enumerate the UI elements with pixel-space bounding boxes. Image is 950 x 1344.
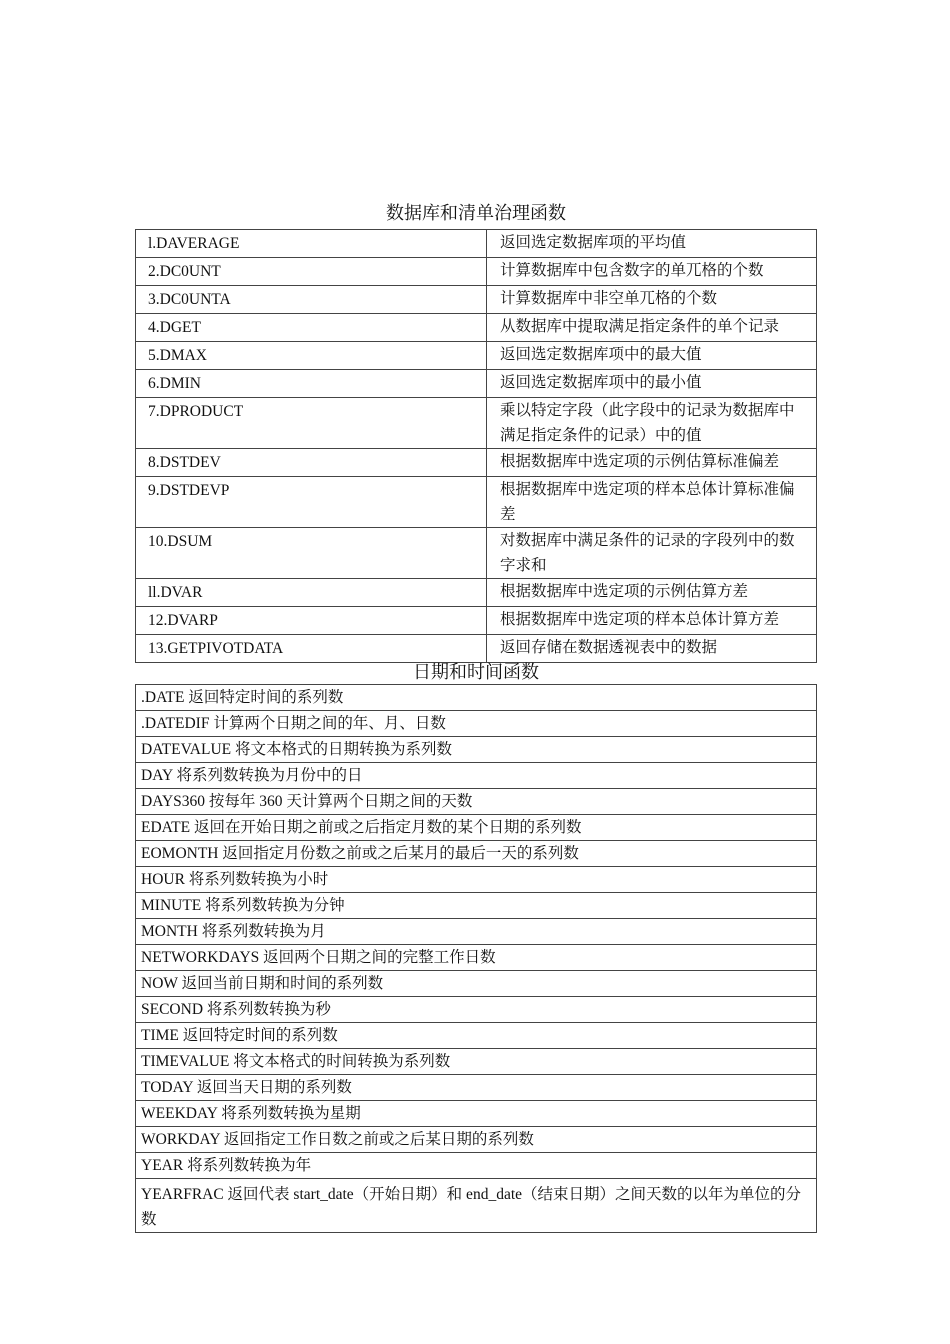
table-row	[136, 1127, 817, 1153]
function-entry: EDATE 返回在开始日期之前或之后指定月数的某个日期的系列数	[136, 815, 817, 841]
table-row	[136, 398, 817, 449]
function-entry: EOMONTH 返回指定月份数之前或之后某月的最后一天的系列数	[136, 841, 817, 867]
function-entry: DATEVALUE 将文本格式的日期转换为系列数	[136, 737, 817, 763]
function-description: 根据数据库中选定项的样本总体计算标准偏差	[487, 477, 817, 528]
function-entry: .DATE 返回特定时间的系列数	[136, 685, 817, 711]
table-row	[136, 737, 817, 763]
table-row	[136, 449, 817, 477]
table-row	[136, 258, 817, 286]
function-name: 7.DPRODUCT	[136, 398, 487, 449]
function-entry: .DATEDIF 计算两个日期之间的年、月、日数	[136, 711, 817, 737]
table-row	[136, 342, 817, 370]
table-row	[136, 841, 817, 867]
function-description: 返回选定数据库项中的最小值	[487, 370, 817, 398]
table-row	[136, 579, 817, 607]
function-name: 9.DSTDEVP	[136, 477, 487, 528]
table-row	[136, 919, 817, 945]
table-row	[136, 607, 817, 635]
table-row	[136, 1049, 817, 1075]
function-entry: YEAR 将系列数转换为年	[136, 1153, 817, 1179]
table-row	[136, 945, 817, 971]
function-name: 2.DC0UNT	[136, 258, 487, 286]
function-name: l.DAVERAGE	[136, 230, 487, 258]
table-row	[136, 370, 817, 398]
function-description: 从数据库中提取满足指定条件的单个记录	[487, 314, 817, 342]
function-name: 4.DGET	[136, 314, 487, 342]
table-row	[136, 1023, 817, 1049]
function-entry: DAY 将系列数转换为月份中的日	[136, 763, 817, 789]
function-entry: TIME 返回特定时间的系列数	[136, 1023, 817, 1049]
function-description: 返回选定数据库项的平均值	[487, 230, 817, 258]
function-name: 10.DSUM	[136, 528, 487, 579]
function-entry: MONTH 将系列数转换为月	[136, 919, 817, 945]
table-row	[136, 1153, 817, 1179]
function-description: 乘以特定字段（此字段中的记录为数据库中满足指定条件的记录）中的值	[487, 398, 817, 449]
function-name: 3.DC0UNTA	[136, 286, 487, 314]
function-entry: MINUTE 将系列数转换为分钟	[136, 893, 817, 919]
function-entry: SECOND 将系列数转换为秒	[136, 997, 817, 1023]
datetime-section-title: 日期和时间函数	[413, 662, 539, 682]
table-row	[136, 789, 817, 815]
table-row	[136, 1101, 817, 1127]
datetime-functions-table	[135, 684, 817, 1233]
table-row	[136, 997, 817, 1023]
table-row	[136, 1179, 817, 1233]
function-entry: TIMEVALUE 将文本格式的时间转换为系列数	[136, 1049, 817, 1075]
function-entry: TODAY 返回当天日期的系列数	[136, 1075, 817, 1101]
database-section-title: 数据库和清单治理函数	[386, 203, 566, 223]
function-name: ll.DVAR	[136, 579, 487, 607]
table-row	[136, 1075, 817, 1101]
function-description: 对数据库中满足条件的记录的字段列中的数字求和	[487, 528, 817, 579]
table-row	[136, 635, 817, 663]
table-row	[136, 477, 817, 528]
function-description: 根据数据库中选定项的样本总体计算方差	[487, 607, 817, 635]
function-entry: WEEKDAY 将系列数转换为星期	[136, 1101, 817, 1127]
table-row	[136, 711, 817, 737]
function-description: 返回存储在数据透视表中的数据	[487, 635, 817, 663]
function-description: 返回选定数据库项中的最大值	[487, 342, 817, 370]
table-row	[136, 971, 817, 997]
function-entry: YEARFRAC 返回代表 start_date（开始日期）和 end_date（结束日期）之间天数的以年为单位的分数	[136, 1179, 817, 1233]
function-description: 根据数据库中选定项的示例估算方差	[487, 579, 817, 607]
function-description: 计算数据库中非空单兀格的个数	[487, 286, 817, 314]
function-name: 6.DMIN	[136, 370, 487, 398]
table-row	[136, 867, 817, 893]
function-entry: NOW 返回当前日期和时间的系列数	[136, 971, 817, 997]
table-row	[136, 685, 817, 711]
function-entry: HOUR 将系列数转换为小时	[136, 867, 817, 893]
function-description: 根据数据库中选定项的示例估算标准偏差	[487, 449, 817, 477]
table-row	[136, 230, 817, 258]
table-row	[136, 893, 817, 919]
table-row	[136, 815, 817, 841]
function-entry: WORKDAY 返回指定工作日数之前或之后某日期的系列数	[136, 1127, 817, 1153]
table-row	[136, 286, 817, 314]
database-functions-table	[135, 229, 817, 663]
function-name: 13.GETPIVOTDATA	[136, 635, 487, 663]
table-row	[136, 528, 817, 579]
function-name: 12.DVARP	[136, 607, 487, 635]
function-name: 8.DSTDEV	[136, 449, 487, 477]
table-row	[136, 314, 817, 342]
function-name: 5.DMAX	[136, 342, 487, 370]
table-row	[136, 763, 817, 789]
function-description: 计算数据库中包含数字的单兀格的个数	[487, 258, 817, 286]
function-entry: NETWORKDAYS 返回两个日期之间的完整工作日数	[136, 945, 817, 971]
function-entry: DAYS360 按每年 360 天计算两个日期之间的天数	[136, 789, 817, 815]
